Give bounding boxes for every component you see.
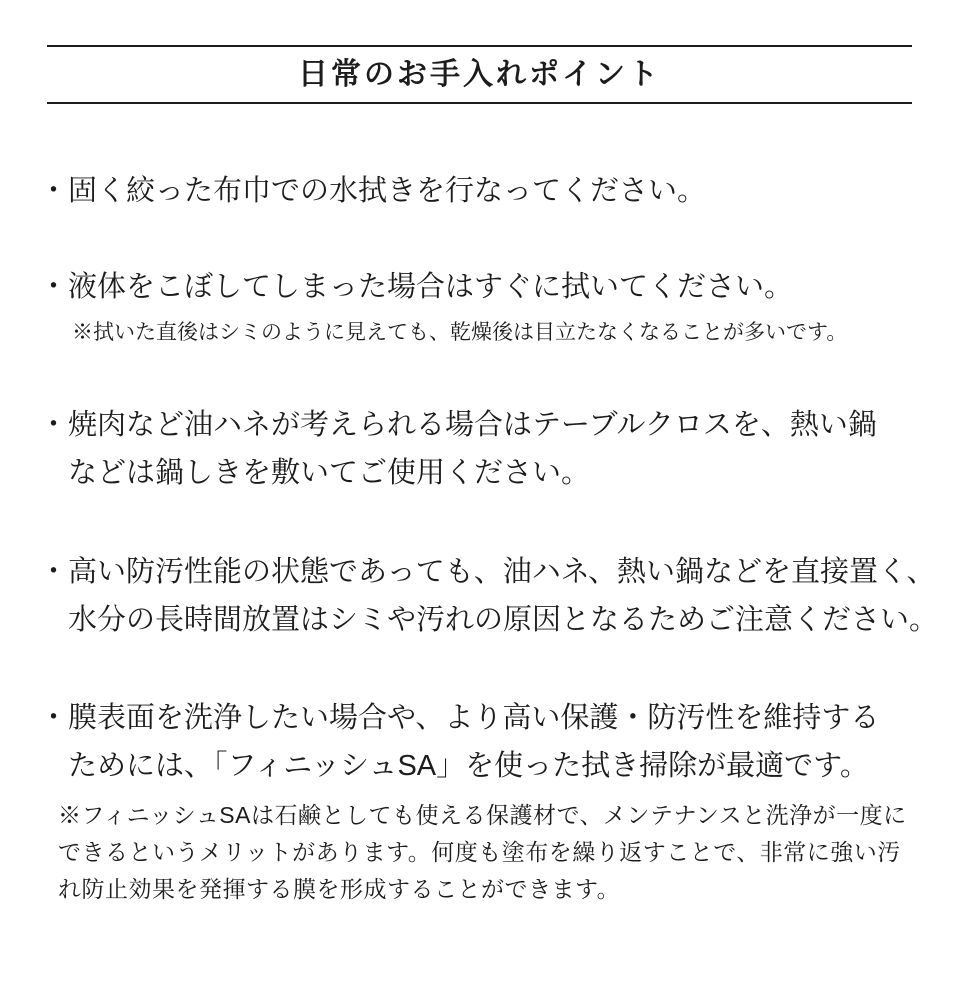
care-point-text: 固く絞った布巾での水拭きを行なってください。 (68, 175, 707, 207)
care-point-text: ためには、「フィニッシュSA」を使った拭き掃除が最適です。 (68, 750, 869, 782)
note-text: ※拭いた直後はシミのように見えても、乾燥後は目立たなくなることが多いです。 (72, 321, 848, 344)
bullet-marker: ・ (39, 556, 69, 588)
note-text: れ防止効果を発揮する膜を形成することができます。 (58, 876, 621, 902)
care-point-5 (39, 694, 940, 908)
bullet-marker: ・ (39, 409, 69, 441)
note-text: ※フィニッシュSAは石鹸としても使える保護材で、メンテナンスと洗浄が一度に (58, 802, 907, 828)
bullet-marker: ・ (39, 175, 69, 207)
care-point-text: などは鍋しきを敷いてご使用ください。 (68, 457, 591, 489)
care-point-text: 焼肉など油ハネが考えられる場合はテーブルクロスを、熱い鍋 (68, 409, 877, 441)
note-text: できるというメリットがあります。何度も塗布を繰り返すことで、非常に強い汚 (58, 839, 901, 865)
care-points-list (39, 167, 940, 908)
care-point-text: 膜表面を洗浄したい場合や、より高い保護・防汚性を維持する (68, 702, 880, 734)
care-point-note (58, 797, 940, 908)
bullet-marker: ・ (39, 271, 69, 303)
care-point-text: 水分の長時間放置はシミや汚れの原因となるためご注意ください。 (68, 604, 939, 636)
page-title: 日常のお手入れポイント (298, 57, 661, 91)
title-band (47, 45, 912, 104)
care-point-text: 液体をこぼしてしまった場合はすぐに拭いてください。 (68, 271, 794, 303)
care-point-1 (39, 167, 940, 215)
care-point-3 (39, 401, 940, 497)
care-point-text: 高い防汚性能の状態であっても、油ハネ、熱い鍋などを直接置く、 (68, 556, 936, 588)
care-point-4 (39, 548, 940, 644)
bullet-marker: ・ (39, 702, 69, 734)
care-point-2 (39, 263, 940, 348)
care-point-note (72, 318, 940, 348)
